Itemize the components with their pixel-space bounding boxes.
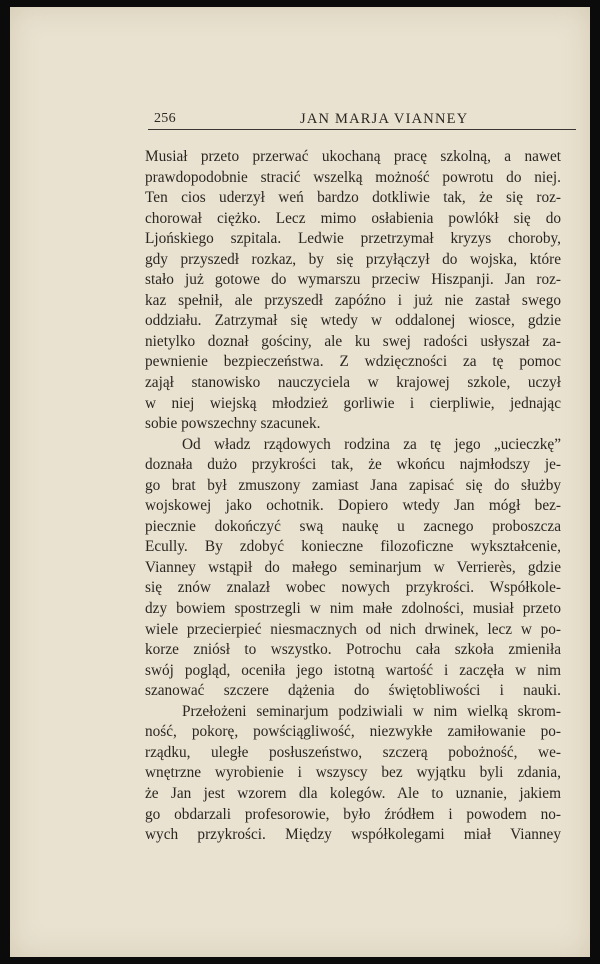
text-line: chorował ciężko. Lecz mimo osłabienia powlókł się do (145, 209, 561, 227)
text-line: się znów znalazł wobec nowych przykrości. Współkole- (145, 579, 561, 597)
text-line: Od władz rządowych rodzina za tę jego „ucieczkę” (182, 435, 561, 453)
text-line: ność, pokorę, powściągliwość, niezwykłe zamiłowanie po- (145, 723, 561, 741)
text-line: wych przykrości. Między współkolegami miał Vianney (145, 826, 561, 844)
running-title: JAN MARJA VIANNEY (300, 111, 469, 127)
text-line: szanować szczere dążenia do świętobliwości i nauki. (145, 682, 561, 700)
text-line: pewnienie bezpieczeństwa. Z wdzięczności za tę pomoc (145, 353, 561, 371)
text-line: go obdarzali profesorowie, było źródłem i powodem no- (145, 805, 561, 823)
text-line: gdy przyszedł rozkaz, by się przyłączył do wojska, które (145, 250, 561, 268)
text-line: Ljońskiego szpitala. Ledwie przetrzymał kryzys choroby, (145, 230, 561, 248)
text-line: zajął stanowisko nauczyciela w krajowej szkole, uczył (145, 374, 561, 392)
text-line: Przełożeni seminarjum podziwiali w nim wielką skrom- (182, 702, 561, 720)
text-line: nietylko doznał gościny, ale ku swej radości usłyszał za- (145, 332, 561, 350)
text-line: prawdopodobnie stracić wszelką możność powrotu do niej. (145, 168, 561, 186)
text-line: korze zniósł to wszystko. Potrochu cała szkoła zmieniła (145, 641, 561, 659)
page-number: 256 (154, 111, 176, 126)
body-text (145, 147, 561, 846)
text-line: Vianney wstąpił do małego seminarjum w Verrierès, gdzie (145, 558, 561, 576)
text-line: Ecully. By zdobyć konieczne filozoficzne wykształcenie, (145, 538, 561, 556)
text-line: piecznie dokończyć swą naukę u zacnego proboszcza (145, 517, 561, 535)
text-line: go brat był zmuszony zamiast Jana zapisać się do służby (145, 476, 561, 494)
text-line: Musiał przeto przerwać ukochaną pracę szkolną, a nawet (145, 148, 561, 165)
running-head (148, 111, 576, 130)
text-line: kaz spełnił, ale przyszedł zapóźno i już nie zastał swego (145, 291, 561, 309)
text-line: że Jan jest wzorem dla kolegów. Ale to uznanie, jakiem (145, 784, 561, 802)
text-line: dzy bowiem spostrzegli w nim małe zdolności, musiał przeto (145, 600, 561, 618)
text-line: rządku, uległe posłuszeństwo, szczerą pobożność, we- (145, 743, 561, 761)
text-line: oddziału. Zatrzymał się wtedy w oddalonej wiosce, gdzie (145, 312, 561, 330)
text-line: wojskowej jako ochotnik. Dopiero wtedy Jan mógł bez- (145, 497, 561, 515)
text-line: Ten cios uderzył weń bardzo dotkliwie tak, że się roz- (145, 189, 561, 207)
text-line: wnętrzne wyrobienie i wszyscy bez wyjątku byli zdania, (145, 764, 561, 782)
text-line: w niej wiejską młodzież gorliwie i cierpliwie, jednając (145, 394, 561, 412)
text-line: sobie powszechny szacunek. (145, 415, 321, 433)
text-line: wiele przecierpieć niesmacznych od nich drwinek, lecz w po- (145, 620, 561, 638)
text-line: stało już gotowe do wymarszu przeciw Hiszpanji. Jan roz- (145, 271, 561, 289)
text-line: doznała dużo przykrości tak, że wkońcu najmłodszy je- (145, 456, 561, 474)
text-line: swój pogląd, oceniła jego istotną wartość i zaczęła w nim (145, 661, 561, 679)
